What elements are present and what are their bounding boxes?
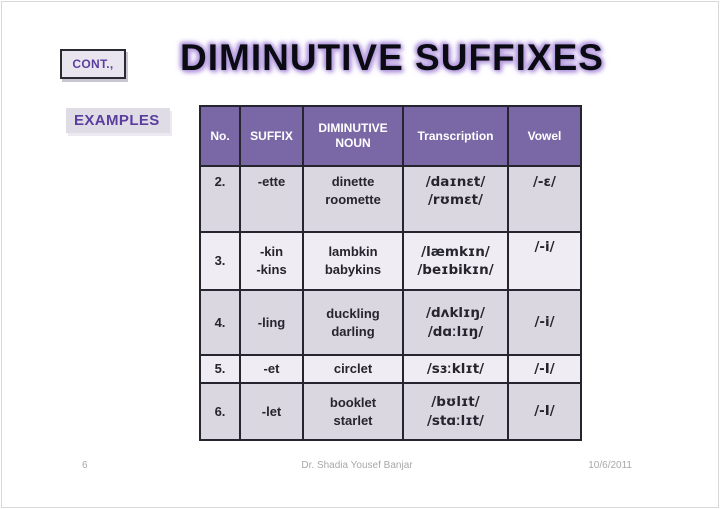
cell-transcription	[403, 166, 508, 232]
slide-footer	[82, 458, 632, 472]
transcription-line: /dɑːlɪŋ/	[427, 323, 484, 340]
cell-noun	[303, 166, 403, 232]
col-header-diminutive-noun: DIMINUTIVE NOUN	[303, 106, 403, 166]
noun-line: darling	[331, 323, 375, 339]
footer-date: 10/6/2011	[588, 459, 632, 471]
table-row	[200, 383, 581, 440]
noun-line: duckling	[326, 305, 380, 321]
noun-line: lambkin	[328, 244, 378, 260]
cell-transcription	[403, 290, 508, 355]
cell-suffix	[240, 232, 303, 290]
cell-no: 6.	[200, 383, 240, 440]
transcription-line: /bʊlɪt/	[431, 394, 480, 411]
noun-line: booklet	[329, 394, 377, 410]
cell-noun: circlet	[303, 355, 403, 383]
table-row	[200, 166, 581, 232]
col-header-no: No.	[200, 106, 240, 166]
transcription-line: /læmkɪn/	[421, 243, 490, 260]
cell-no: 2.	[200, 166, 240, 232]
noun-line: dinette	[331, 174, 375, 189]
cell-suffix: -ling	[240, 290, 303, 355]
cell-vowel: /-ɛ/	[508, 166, 581, 232]
cont-badge	[60, 49, 126, 79]
cell-vowel: /-i/	[508, 290, 581, 355]
table-row	[200, 232, 581, 290]
table-header-row	[200, 106, 581, 166]
cell-vowel: /-I/	[508, 355, 581, 383]
cell-noun	[303, 232, 403, 290]
slide-title: DIMINUTIVE SUFFIXES	[180, 37, 604, 78]
cell-transcription	[403, 232, 508, 290]
col-header-transcription: Transcription	[403, 106, 508, 166]
transcription-line: /dʌklɪŋ/	[426, 305, 485, 322]
table-row	[200, 290, 581, 355]
col-header-vowel: Vowel	[508, 106, 581, 166]
cell-noun	[303, 290, 403, 355]
transcription-line: /rʊmɛt/	[428, 192, 483, 209]
examples-label: EXAMPLES	[66, 108, 170, 133]
slide-frame	[1, 1, 719, 508]
transcription-line: /stɑːlɪt/	[426, 412, 484, 429]
cell-no: 4.	[200, 290, 240, 355]
table-row	[200, 355, 581, 383]
diminutive-suffix-table	[199, 105, 582, 441]
noun-line: starlet	[333, 412, 373, 428]
noun-line: babykins	[324, 262, 382, 277]
page-number: 6	[82, 459, 88, 471]
transcription-line: /beɪbikɪn/	[417, 262, 494, 278]
transcription-line: /daɪnɛt/	[425, 174, 486, 190]
cell-vowel: /-i/	[508, 232, 581, 290]
footer-author: Dr. Shadia Yousef Banjar	[301, 459, 413, 471]
col-header-suffix: SUFFIX	[240, 106, 303, 166]
noun-line: roomette	[325, 191, 381, 207]
cell-noun	[303, 383, 403, 440]
cell-no: 3.	[200, 232, 240, 290]
cell-transcription	[403, 383, 508, 440]
suffix-line: -kin	[259, 244, 284, 260]
cell-no: 5.	[200, 355, 240, 383]
cell-transcription: /sɜːklɪt/	[403, 355, 508, 383]
cell-suffix: -ette	[240, 166, 303, 232]
cell-vowel: /-I/	[508, 383, 581, 440]
cell-suffix: -et	[240, 355, 303, 383]
cell-suffix: -let	[240, 383, 303, 440]
suffix-line: -kins	[256, 262, 287, 277]
cont-badge-label: CONT.,	[72, 57, 114, 71]
